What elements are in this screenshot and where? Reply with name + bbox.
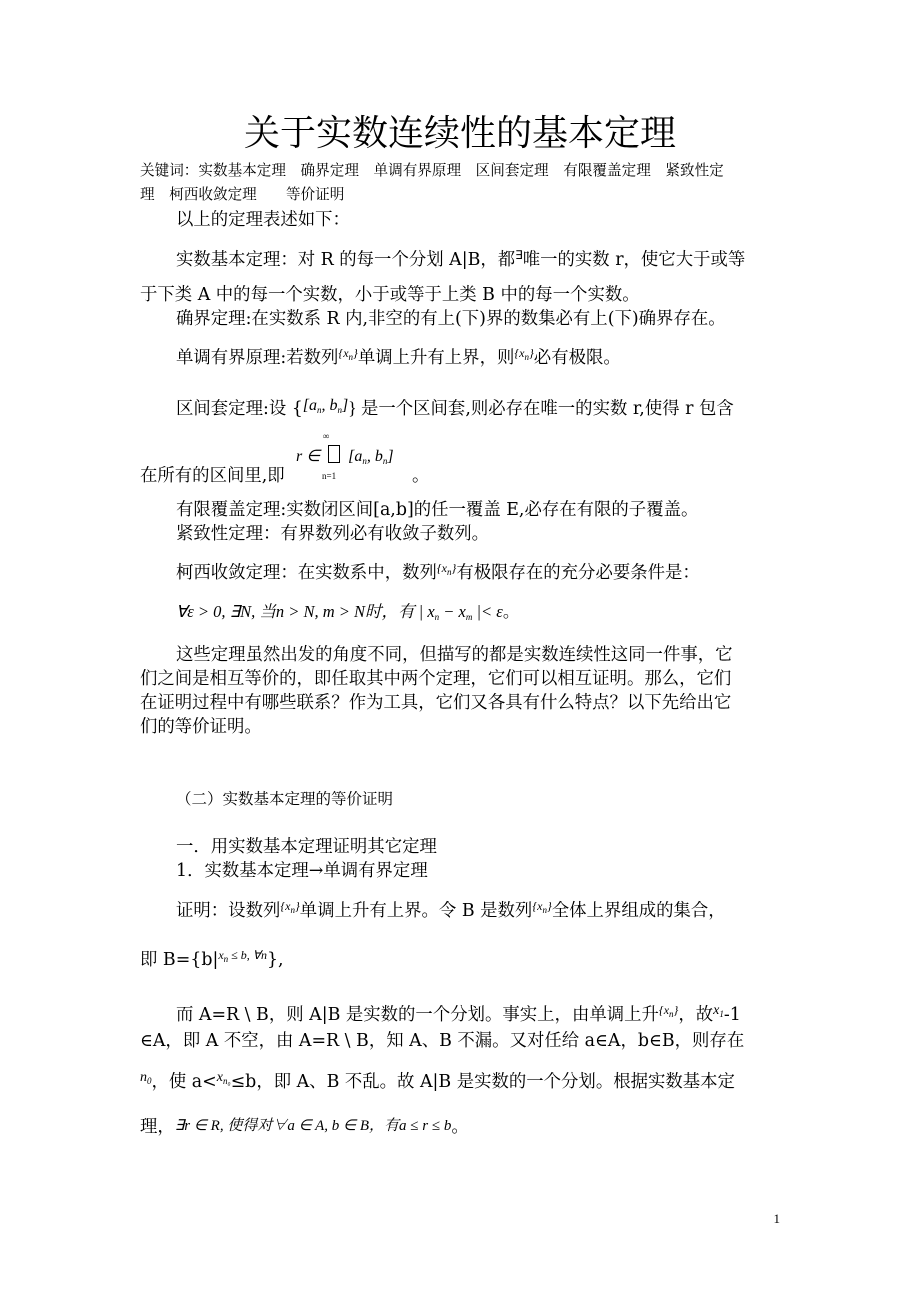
sequence-x-n: {xn}: [280, 899, 300, 915]
item-heading: 1．实数基本定理→单调有界定理: [176, 861, 428, 881]
upper-bound-condition: xn ≤ b, ∀n: [218, 948, 267, 964]
basic-theorem-line-2: 于下类 A 中的每一个实数，小于或等于上类 B 中的每一个实数。: [140, 285, 640, 305]
intro-text: 以上的定理表述如下：: [176, 210, 350, 230]
nested-interval-theorem-line-1: 区间套定理:设 {[$a_n$, $b_n$]} 是一个区间套,则必存在唯一的实数 r,使得 r 包含: [176, 397, 734, 419]
sequence-x-n: {xn}: [436, 561, 457, 577]
document-title: 关于实数连续性的基本定理: [243, 113, 676, 154]
sequence-x-n: {xn}: [338, 346, 358, 362]
keywords-line-2: 理 柯西收敛定理 等价证明: [140, 186, 345, 203]
basic-theorem-line-1: 实数基本定理：对 R 的每一个分划 A|B，都∃唯一的实数 r，使它大于或等: [176, 248, 746, 270]
discussion-line-1: 这些定理虽然出发的角度不同，但描写的都是实数连续性这同一件事，它: [176, 645, 733, 665]
sequence-x-n: {xn}: [658, 1003, 679, 1019]
proof-line-6: 理，∃r ∈ R, 使得对∀a ∈ A, b ∈ B，有a ≤ r ≤ b。: [140, 1117, 469, 1137]
proof-line-3: 而 A=R \ B，则 A|B 是实数的一个分划。事实上，由单调上升$^{\{x_n\}}$，故$^{x_1}$-1: [176, 1003, 741, 1025]
page-number: 1: [773, 1211, 780, 1226]
finite-cover-theorem: 有限覆盖定理:实数闭区间[a,b]的任一覆盖 E,必存在有限的子覆盖。: [176, 500, 699, 520]
discussion-line-4: 们的等价证明。: [140, 717, 262, 737]
keywords-line-1: 关键词：实数基本定理 确界定理 单调有界原理 区间套定理 有限覆盖定理 紧致性定: [140, 162, 724, 179]
infinity-symbol: ∞: [323, 431, 330, 441]
compactness-theorem: 紧致性定理：有界数列必有收敛子数列。: [176, 524, 490, 544]
sequence-x-n: {xn}: [514, 346, 534, 362]
interval-an-bn: [$a_n$, $b_n$]: [302, 397, 349, 415]
monotone-theorem: 单调有界原理:若数列$^{\{x_n\}}$单调上升有上界，则$^{\{x_n\}}$必有极限。: [176, 346, 621, 368]
n-zero: n0: [140, 1070, 152, 1086]
intersection-formula: r ∈ ∞ n=1 [$a_n$, $b_n$]: [296, 431, 394, 481]
proof-line-2: 即 $B=\{b|^{x_n \le b, \forall n}\}$,: [140, 948, 284, 970]
x-n-zero: xn₀: [216, 1070, 231, 1086]
proof-line-5: $^{n_0}$，使 a<$^{x_{n_0}}$≤b，即 A、B 不乱。故 A|B 是实数的一个分划。根据实数基本定: [140, 1070, 735, 1092]
subsection-heading: 一．用实数基本定理证明其它定理: [176, 837, 437, 857]
exists-symbol: ∃: [515, 248, 523, 262]
discussion-line-2: 们之间是相互等价的，即任取其中两个定理，它们可以相互证明。那么，它们: [140, 669, 732, 689]
big-cap-symbol: [328, 445, 340, 463]
nested-interval-theorem-line-2: 在所有的区间里,即: [140, 466, 285, 486]
proof-line-1: 证明：设数列$^{\{x_n\}}$单调上升有上界。令 B 是数列$^{\{x_n\}}$全体上界组成的集合，: [176, 899, 726, 921]
cauchy-condition-formula: ∀ε > 0, ∃N, 当n > N, m > N时，有 | $x_n - x_m$ |< ε。: [176, 602, 520, 622]
cauchy-theorem: 柯西收敛定理：在实数系中，数列$^{\{x_n\}}$有极限存在的充分必要条件是：: [176, 561, 700, 583]
proof-line-4: ∈A，即 A 不空，由 A=R \ B，知 A、B 不漏。又对任给 a∈A，b∈B，则存在: [140, 1031, 745, 1051]
sequence-x-n: {xn}: [532, 899, 552, 915]
discussion-line-3: 在证明过程中有哪些联系？作为工具，它们又各具有什么特点？以下先给出它: [140, 693, 732, 713]
formula-period: 。: [412, 466, 430, 486]
supremum-theorem: 确界定理:在实数系 R 内,非空的有上(下)界的数集必有上(下)确界存在。: [176, 309, 726, 329]
supremum-formula: ∃r ∈ R, 使得对∀a ∈ A, b ∈ B，有a ≤ r ≤ b: [174, 1118, 452, 1134]
x-1-term: x1: [713, 1003, 724, 1019]
section-heading: （二）实数基本定理的等价证明: [176, 790, 394, 808]
